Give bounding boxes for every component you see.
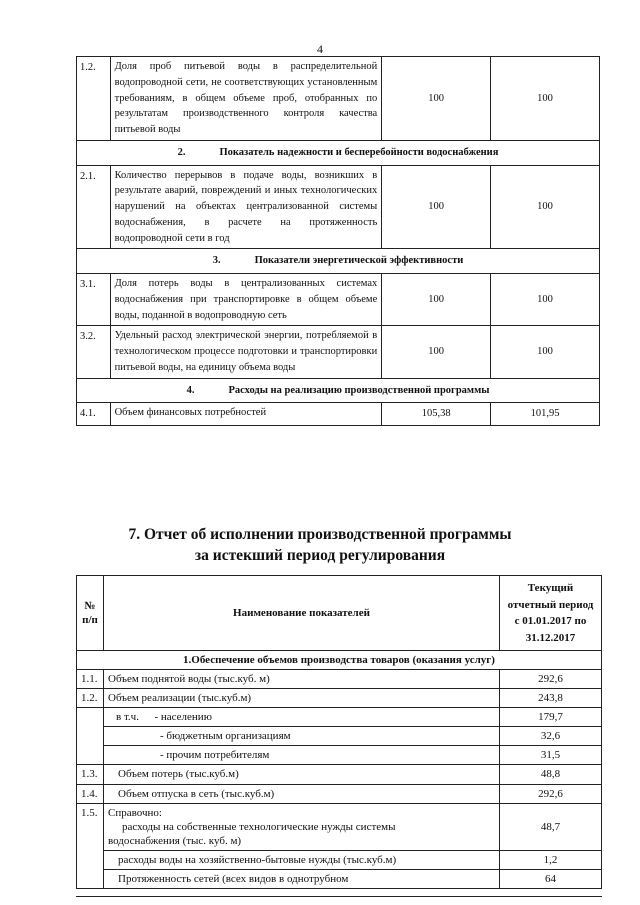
- table-row: [77, 403, 600, 426]
- row-description: Количество перерывов в подаче воды, возникших в результате аварий, повреждений и иных технологических нарушений на объектах централизованной системы водоснабжения, в расчете на протяженность водопроводной сети в год: [110, 165, 382, 249]
- table-row: [77, 803, 602, 850]
- row-num: 1.4.: [77, 784, 104, 803]
- row-name-l1: расходы на собственные технологические нужды системы: [122, 820, 396, 833]
- row-description: Удельный расход электрической энергии, потребляемой в технологическом процессе подготовки и транспортировки питьевой воды, на единицу объема воды: [110, 326, 382, 378]
- row-value-1: 105,38: [382, 403, 491, 426]
- row-name: [104, 708, 500, 727]
- row-name: - прочим потребителям: [104, 746, 500, 765]
- row-value-2: 100: [491, 57, 600, 141]
- row-value-2: 100: [491, 326, 600, 378]
- row-num: 4.1.: [77, 403, 111, 426]
- section-heading-line1: 7. Отчет об исполнении производственной программы: [128, 526, 512, 543]
- row-num: 1.2.: [77, 57, 111, 141]
- report-section-row: [77, 651, 602, 670]
- bottom-rule: [76, 896, 602, 897]
- section-text: Показатель надежности и бесперебойности водоснабжения: [219, 146, 499, 158]
- row-value: 31,5: [500, 746, 602, 765]
- row-value-1: 100: [382, 326, 491, 378]
- row-name: Объем потерь (тыс.куб.м): [104, 765, 500, 784]
- table-row: [77, 670, 602, 689]
- table-row: [77, 850, 602, 869]
- row-value-2: 100: [491, 165, 600, 249]
- report-header-row: [77, 576, 602, 651]
- section-title: [77, 140, 600, 165]
- row-value: 1,2: [500, 850, 602, 869]
- section-number: 2.: [177, 146, 186, 158]
- row-value: 32,6: [500, 727, 602, 746]
- table-row: [77, 765, 602, 784]
- table-row: [77, 708, 602, 727]
- row-name: Протяженность сетей (всех видов в однотрубном: [104, 869, 500, 888]
- header-num: № п/п: [77, 576, 104, 651]
- table-row: [77, 326, 600, 378]
- section-row: [77, 378, 600, 403]
- row-value: 48,7: [500, 803, 602, 850]
- row-num-empty: [77, 708, 104, 765]
- table-row: [77, 869, 602, 888]
- row-name: [104, 803, 500, 850]
- section-row: [77, 140, 600, 165]
- section-heading: [0, 524, 640, 566]
- section-title: [77, 378, 600, 403]
- header-period-l2: отчетный период: [507, 598, 594, 611]
- report-table: [76, 575, 602, 889]
- section-title: [77, 249, 600, 274]
- row-prefix: в т.ч.: [116, 711, 139, 724]
- header-period-l1: Текущий: [527, 582, 574, 594]
- row-num: 3.2.: [77, 326, 111, 378]
- row-ref: Справочно:: [108, 806, 162, 819]
- row-value: 64: [500, 869, 602, 888]
- row-name: Объем отпуска в сеть (тыс.куб.м): [104, 784, 500, 803]
- report-section-title: 1.Обеспечение объемов производства товаров (оказания услуг): [77, 651, 602, 670]
- row-name: расходы воды на хозяйственно-бытовые нужды (тыс.куб.м): [104, 850, 500, 869]
- row-value: 292,6: [500, 670, 602, 689]
- header-name: Наименование показателей: [104, 576, 500, 651]
- row-value-1: 100: [382, 274, 491, 326]
- section-text: Расходы на реализацию производственной программы: [228, 384, 490, 396]
- row-description: Доля потерь воды в централизованных системах водоснабжения при транспортировке в общем объеме воды, поданной в водопроводную сеть: [110, 274, 382, 326]
- section-heading-line2: за истекший период регулирования: [194, 547, 446, 564]
- row-name: Объем поднятой воды (тыс.куб. м): [104, 670, 500, 689]
- row-name-text: - населению: [154, 711, 212, 724]
- indicators-table: [76, 56, 600, 426]
- table-row: [77, 689, 602, 708]
- row-name-l2: водоснабжения (тыс. куб. м): [108, 834, 242, 847]
- row-num: 3.1.: [77, 274, 111, 326]
- header-period: [500, 576, 602, 651]
- row-num: 1.1.: [77, 670, 104, 689]
- section-text: Показатели энергетической эффективности: [254, 255, 464, 267]
- header-period-l3: с 01.01.2017 по: [514, 615, 587, 627]
- section-number: 3.: [212, 255, 221, 267]
- row-value-2: 100: [491, 274, 600, 326]
- section-number: 4.: [186, 384, 195, 396]
- row-value-1: 100: [382, 57, 491, 141]
- row-value: 292,6: [500, 784, 602, 803]
- row-value: 243,8: [500, 689, 602, 708]
- row-value: 179,7: [500, 708, 602, 727]
- indicators-table-body: [77, 57, 600, 426]
- row-value: 48,8: [500, 765, 602, 784]
- row-value-1: 100: [382, 165, 491, 249]
- row-num: 2.1.: [77, 165, 111, 249]
- section-row: [77, 249, 600, 274]
- table-row: [77, 746, 602, 765]
- row-num: 1.2.: [77, 689, 104, 708]
- page-number: 4: [317, 42, 323, 56]
- table-row: [77, 727, 602, 746]
- row-num: 1.5.: [77, 803, 104, 888]
- row-value-2: 101,95: [491, 403, 600, 426]
- row-name: Объем реализации (тыс.куб.м): [104, 689, 500, 708]
- header-period-l4: 31.12.2017: [525, 631, 576, 644]
- row-description: Объем финансовых потребностей: [110, 403, 382, 426]
- table-row: [77, 57, 600, 141]
- table-row: [77, 165, 600, 249]
- table-row: [77, 274, 600, 326]
- table-row: [77, 784, 602, 803]
- row-description: Доля проб питьевой воды в распределительной водопроводной сети, не соответствующих установленным требованиям, в общем объеме проб, отобранных по результатам производственного контроля качества питьевой воды: [110, 57, 382, 141]
- row-name: - бюджетным организациям: [104, 727, 500, 746]
- row-num: 1.3.: [77, 765, 104, 784]
